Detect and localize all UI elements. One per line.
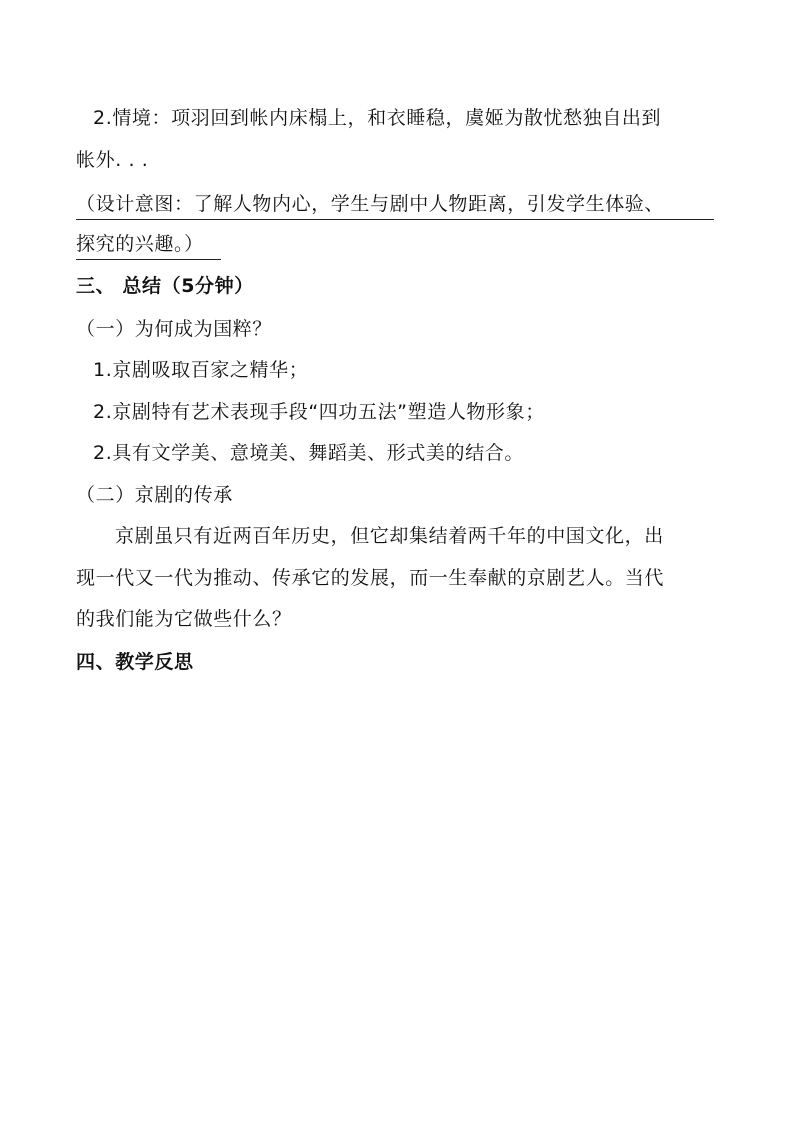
design-intent-text-2: 探究的兴趣。） [76,230,221,260]
design-intent-line-1 [76,190,714,220]
paragraph-line-2: 现一代又一代为推动、传承它的发展，而一生奉献的京剧艺人。当代 [76,567,665,589]
list-item-3: 2.具有文学美、意境美、舞蹈美、形式美的结合。 [93,442,524,464]
list-item-1: 1.京剧吸取百家之精华； [93,359,309,381]
list-item-2: 2.京剧特有艺术表现手段“四功五法”塑造人物形象； [93,401,545,423]
reflection-heading: 四、教学反思 [76,651,194,673]
paragraph-line-1: 京剧虽只有近两百年历史，但它却集结着两千年的中国文化，出 [115,525,664,547]
design-intent-line-2 [76,230,221,260]
summary-heading: 三、 总结（5分钟） [76,275,254,297]
scene-line-2: 帐外. . . [76,149,149,171]
scene-line-1: 2.情境：项羽回到帐内床榻上，和衣睡稳，虞姬为散忧愁独自出到 [93,107,662,129]
design-intent-text-1: （设计意图：了解人物内心，学生与剧中人物距离，引发学生体验、 [76,190,714,220]
subsection-1-title: （一）为何成为国粹？ [76,318,273,340]
subsection-2-title: （二）京剧的传承 [76,484,233,506]
paragraph-line-3: 的我们能为它做些什么？ [76,608,292,630]
